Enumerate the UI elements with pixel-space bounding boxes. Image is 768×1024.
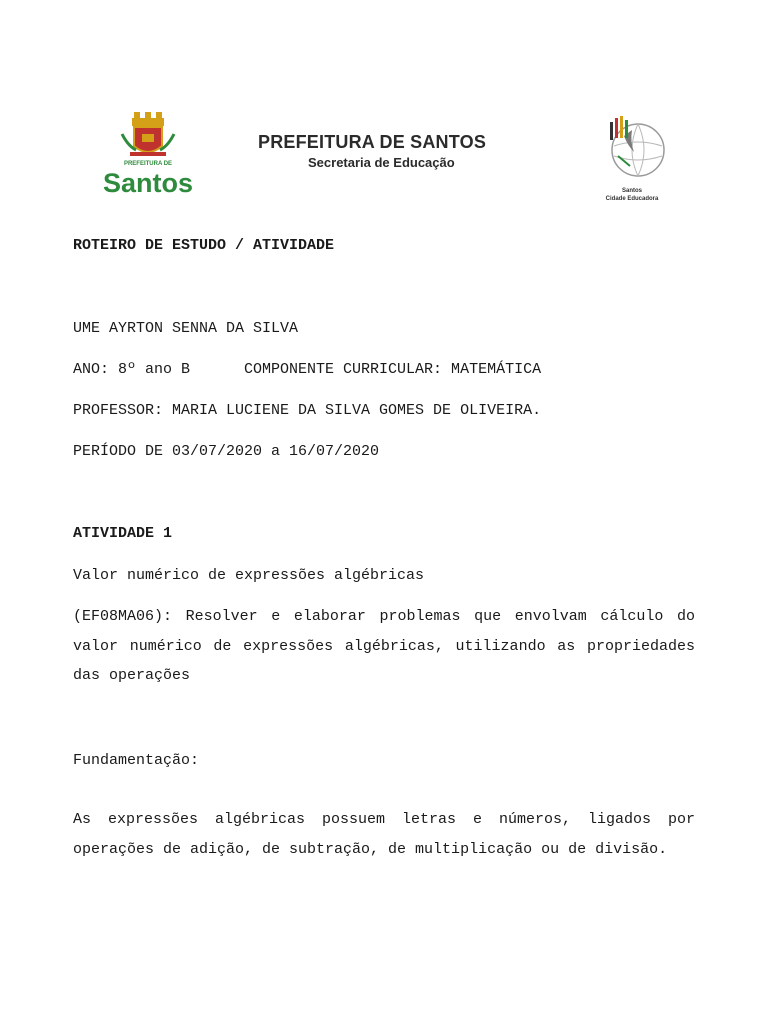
prefeitura-santos-logo xyxy=(92,112,204,200)
letterhead xyxy=(0,108,768,208)
cidade-educadora-logo xyxy=(598,112,670,204)
logo-caption: PREFEITURA DE xyxy=(123,161,173,167)
globe-hand-icon xyxy=(598,112,670,204)
teacher-line: PROFESSOR: MARIA LUCIENE DA SILVA GOMES DE OLIVEIRA. xyxy=(73,402,542,419)
skill-description: (EF08MA06): Resolver e elaborar problemas que envolvam cálculo do valor numérico de expressões algébricas, utilizando as propriedades das operações xyxy=(73,608,695,684)
period-line: PERÍODO DE 03/07/2020 a 16/07/2020 xyxy=(73,443,380,460)
logo-name: Santos xyxy=(102,168,194,198)
logo-caption-1: Santos xyxy=(621,188,643,194)
document-heading: ROTEIRO DE ESTUDO / ATIVIDADE xyxy=(73,237,335,254)
fundamentals-label: Fundamentação: xyxy=(73,752,200,769)
fundamentals-text: As expressões algébricas possuem letras e números, ligados por operações de adição, de subtração, de multiplicação ou de divisão. xyxy=(73,811,695,858)
activity-title: ATIVIDADE 1 xyxy=(73,525,173,542)
header-title: PREFEITURA DE SANTOS xyxy=(258,132,487,152)
activity-topic: Valor numérico de expressões algébricas xyxy=(73,567,425,584)
school-name: UME AYRTON SENNA DA SILVA xyxy=(73,320,299,337)
header-subtitle: Secretaria de Educação xyxy=(308,155,455,170)
coat-of-arms-icon xyxy=(92,112,204,200)
logo-caption-2: Cidade Educadora xyxy=(605,196,659,202)
year-component-line: ANO: 8º ano B COMPONENTE CURRICULAR: MATEMÁTICA xyxy=(73,361,542,378)
